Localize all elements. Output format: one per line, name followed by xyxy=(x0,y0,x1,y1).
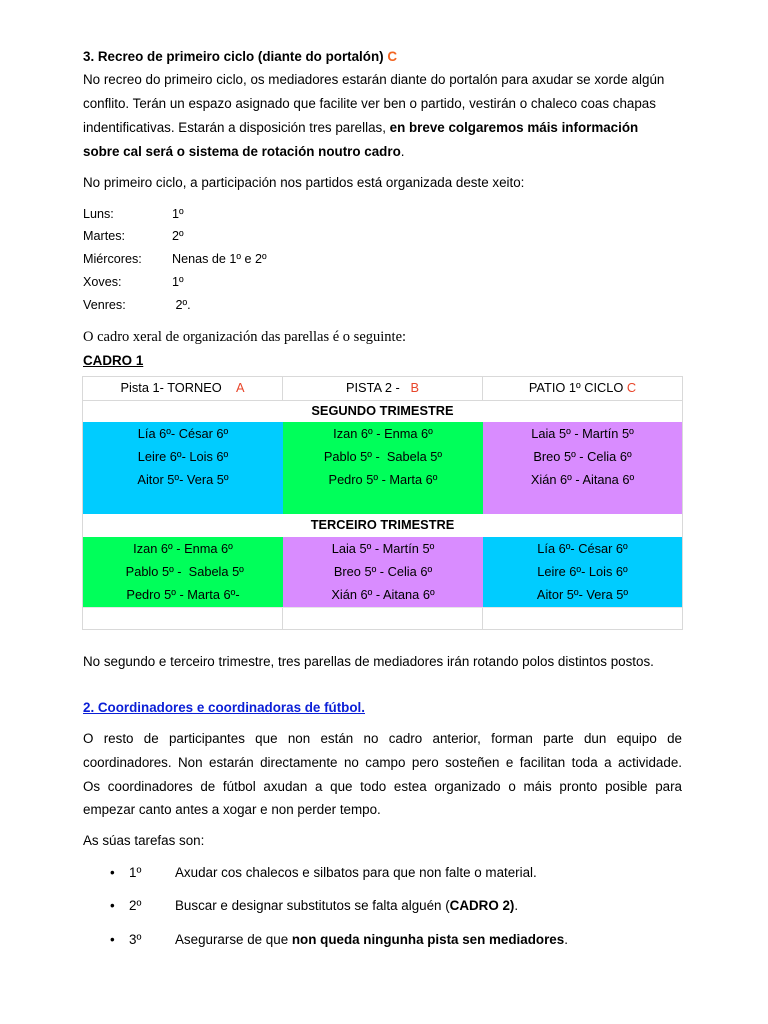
schedule-row xyxy=(0,228,768,244)
pair: Pablo 5º - Sabela 5º xyxy=(122,564,244,579)
empty-cell xyxy=(83,608,283,630)
para-text: . xyxy=(400,144,405,159)
schedule-row xyxy=(0,274,768,290)
task-number: 2º xyxy=(129,898,142,913)
trimester-pairs-row xyxy=(83,537,682,607)
schedule-day: Martes: xyxy=(83,229,125,243)
header-marker: C xyxy=(626,380,637,395)
pair: Breo 5º - Celia 6º xyxy=(333,564,433,579)
participation-intro: No primeiro ciclo, a participación nos partidos está organizada deste xeito: xyxy=(83,175,525,190)
schedule-value: Nenas de 1º e 2º xyxy=(172,252,267,266)
bullet-icon: • xyxy=(110,898,115,913)
pairs-cell xyxy=(83,537,283,607)
section-3-para-line xyxy=(83,143,405,161)
task-item xyxy=(0,931,768,949)
task-number: 1º xyxy=(129,865,142,880)
task-bold: non queda ningunha pista sen mediadores xyxy=(291,932,565,947)
task-item xyxy=(0,897,768,915)
schedule-value: 1º xyxy=(172,275,184,289)
empty-cell xyxy=(283,608,483,630)
header-label: PISTA 2 - xyxy=(345,380,404,395)
task-text xyxy=(175,931,568,949)
cadro-1-title: CADRO 1 xyxy=(83,353,144,368)
schedule-value: 1º xyxy=(172,207,184,221)
header-marker: B xyxy=(410,380,420,395)
trimester-row xyxy=(83,514,682,537)
task-item xyxy=(0,864,768,882)
section-2-para-line: empezar canto antes a xogar e non perder tempo. xyxy=(83,802,381,817)
pair: Pedro 5º - Marta 6º xyxy=(328,472,438,487)
after-table-text: No segundo e terceiro trimestre, tres parellas de mediadores irán rotando polos distintos postos. xyxy=(83,654,654,669)
empty-cell xyxy=(483,608,682,630)
table-intro: O cadro xeral de organización das parellas é o seguinte: xyxy=(83,329,407,345)
pairs-cell xyxy=(483,537,682,607)
task-plain: Axudar cos chalecos e silbatos para que non falte o material. xyxy=(175,865,537,880)
para-bold-text: en breve colgaremos máis información xyxy=(389,120,639,135)
section-2-para-line: coordinadores. Non estarán directamente no campo pero sosteñen e facilitan toda a actividade. xyxy=(83,755,682,770)
task-text xyxy=(175,897,518,915)
pairs-cell xyxy=(283,422,483,514)
pair: Xián 6º - Aitana 6º xyxy=(530,472,635,487)
schedule-row xyxy=(0,251,768,267)
schedule-day: Venres: xyxy=(83,298,126,312)
header-label: PATIO 1º CICLO xyxy=(528,380,627,395)
pair: Pedro 5º - Marta 6º- xyxy=(126,587,240,602)
para-bold-text: sobre cal será o sistema de rotación noutro cadro xyxy=(83,144,401,159)
section-3-marker: C xyxy=(387,49,398,64)
trimester-pairs-row xyxy=(83,422,682,514)
section-2-para-line: O resto de participantes que non están no cadro anterior, forman parte dun equipo de xyxy=(83,731,682,746)
bullet-icon: • xyxy=(110,932,115,947)
task-end: . xyxy=(514,898,519,913)
pair: Breo 5º - Celia 6º xyxy=(533,449,632,464)
tasks-intro: As súas tarefas son: xyxy=(83,833,205,848)
trimester-label: SEGUNDO TRIMESTRE xyxy=(311,403,454,418)
section-3-para-line: conflito. Terán un espazo asignado que facilite ver ben o partido, vestirán o chaleco coas chapas xyxy=(83,96,656,111)
header-marker: A xyxy=(235,380,245,395)
pairs-cell xyxy=(483,422,682,514)
task-text xyxy=(175,864,537,882)
trimester-label: TERCEIRO TRIMESTRE xyxy=(310,517,455,532)
pair: Leire 6º- Lois 6º xyxy=(537,564,628,579)
pairs-cell xyxy=(283,537,483,607)
pair: Xián 6º - Aitana 6º xyxy=(331,587,435,602)
schedule-row xyxy=(0,206,768,222)
para-text: indentificativas. Estarán a disposición tres parellas, xyxy=(83,120,390,135)
pair: Laia 5º - Martín 5º xyxy=(531,426,634,441)
pair: Lía 6º- César 6º xyxy=(137,426,229,441)
task-plain: Buscar e designar substitutos se falta alguén ( xyxy=(175,898,450,913)
bullet-icon: • xyxy=(110,865,115,880)
pair: Lía 6º- César 6º xyxy=(537,541,628,556)
pair: Leire 6º- Lois 6º xyxy=(137,449,229,464)
schedule-day: Miércores: xyxy=(83,252,142,266)
schedule-value: 2º xyxy=(172,229,184,243)
pairs-cell xyxy=(83,422,283,514)
schedule-day: Luns: xyxy=(83,207,114,221)
pair: Izan 6º - Enma 6º xyxy=(133,541,233,556)
task-number: 3º xyxy=(129,932,142,947)
pair: Pablo 5º - Sabela 5º xyxy=(323,449,443,464)
task-bold: CADRO 2) xyxy=(449,898,515,913)
schedule-value: 2º. xyxy=(172,298,191,312)
header-pista-2 xyxy=(283,377,483,400)
task-end: . xyxy=(564,932,568,947)
empty-row xyxy=(83,607,682,630)
trimester-row xyxy=(83,400,682,422)
section-3-title: 3. Recreo de primeiro ciclo (diante do portalón) xyxy=(83,49,384,64)
task-plain: Asegurarse de que xyxy=(175,932,292,947)
pair: Aitor 5º- Vera 5º xyxy=(137,472,229,487)
header-patio xyxy=(483,377,682,400)
section-3-para-line: No recreo do primeiro ciclo, os mediadores estarán diante do portalón para axudar se xorde algún xyxy=(83,72,665,87)
section-3-para-line xyxy=(83,119,638,137)
pair: Laia 5º - Martín 5º xyxy=(331,541,435,556)
section-2-para-line: Os coordinadores de fútbol axudan a que todo estea organizado o máis pronto posible para xyxy=(83,779,682,794)
pair: Aitor 5º- Vera 5º xyxy=(536,587,629,602)
cadro-1-table xyxy=(82,376,683,630)
table-header-row xyxy=(83,377,682,401)
schedule-row xyxy=(0,297,768,313)
pair: Izan 6º - Enma 6º xyxy=(333,426,433,441)
schedule-day: Xoves: xyxy=(83,275,122,289)
section-2-heading[interactable]: 2. Coordinadores e coordinadoras de fútbol. xyxy=(83,700,365,715)
header-label: Pista 1- TORNEO xyxy=(120,380,222,395)
section-3-heading xyxy=(83,48,397,66)
header-pista-1 xyxy=(83,377,283,400)
